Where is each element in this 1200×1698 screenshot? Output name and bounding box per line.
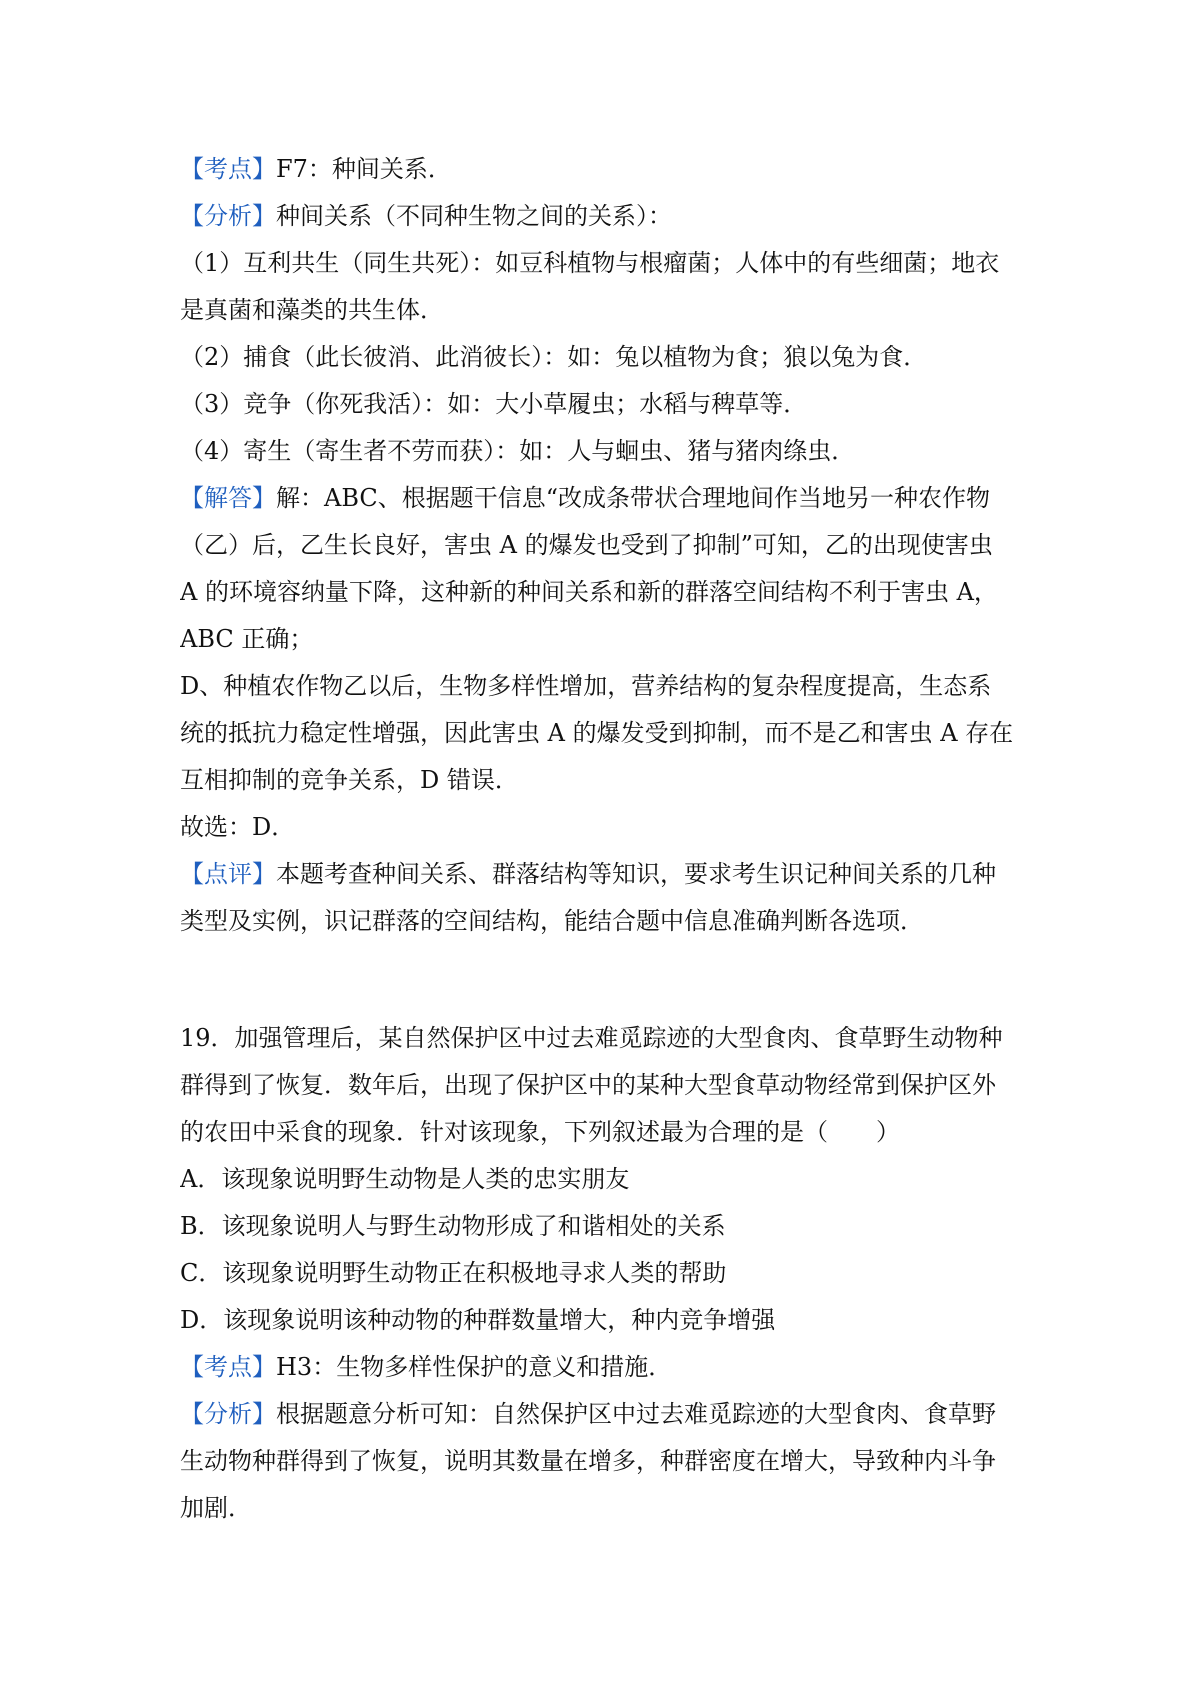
option-d: D．该现象说明该种动物的种群数量增大，种内竞争增强 bbox=[180, 1306, 776, 1334]
option-a: A．该现象说明野生动物是人类的忠实朋友 bbox=[180, 1165, 630, 1193]
question-line: 的农田中采食的现象．针对该现象，下列叙述最为合理的是（ ） bbox=[180, 1118, 900, 1146]
kaodian-text: F7：种间关系． bbox=[276, 155, 452, 183]
analysis-line: 生动物种群得到了恢复，说明其数量在增多，种群密度在增大，导致种内斗争 bbox=[180, 1447, 996, 1475]
fenxi-text: 种间关系（不同种生物之间的关系）： bbox=[276, 202, 672, 230]
kaodian-tag: 【考点】 bbox=[180, 155, 276, 183]
section-gap bbox=[180, 945, 1020, 1015]
document-page bbox=[180, 146, 1020, 1532]
dianping-text: 本题考查种间关系、群落结构等知识，要求考生识记种间关系的几种 bbox=[276, 860, 996, 888]
answer-line: ABC 正确； bbox=[180, 625, 314, 653]
option-b: B．该现象说明人与野生动物形成了和谐相处的关系 bbox=[180, 1212, 726, 1240]
jieda-text: 解：ABC、根据题干信息“改成条带状合理地间作当地另一种农作物 bbox=[276, 484, 991, 512]
analysis-line: 加剧． bbox=[180, 1494, 252, 1522]
fenxi-text: 根据题意分析可知：自然保护区中过去难觅踪迹的大型食肉、食草野 bbox=[276, 1400, 996, 1428]
answer-line: 统的抵抗力稳定性增强，因此害虫 A 的爆发受到抑制，而不是乙和害虫 A 存在 bbox=[180, 719, 1014, 747]
question-line: 群得到了恢复．数年后，出现了保护区中的某种大型食草动物经常到保护区外 bbox=[180, 1071, 996, 1099]
jieda-line bbox=[180, 475, 1020, 522]
fenxi-tag: 【分析】 bbox=[180, 1400, 276, 1428]
analysis-item: （1）互利共生（同生共死）：如豆科植物与根瘤菌；人体中的有些细菌；地衣 bbox=[180, 249, 1000, 277]
analysis-item: （2）捕食（此长彼消、此消彼长）：如：兔以植物为食；狼以兔为食． bbox=[180, 343, 928, 371]
answer-line: D、种植农作物乙以后，生物多样性增加，营养结构的复杂程度提高，生态系 bbox=[180, 672, 992, 700]
kaodian-line bbox=[180, 146, 1020, 193]
question-line: 19．加强管理后，某自然保护区中过去难觅踪迹的大型食肉、食草野生动物种 bbox=[180, 1024, 1003, 1052]
answer-line: A 的环境容纳量下降，这种新的种间关系和新的群落空间结构不利于害虫 A， bbox=[180, 578, 998, 606]
answer-choice: 故选：D． bbox=[180, 813, 296, 841]
fenxi-tag: 【分析】 bbox=[180, 202, 276, 230]
dianping-line bbox=[180, 851, 1020, 898]
fenxi-line-2 bbox=[180, 1391, 1020, 1438]
analysis-item: 是真菌和藻类的共生体． bbox=[180, 296, 444, 324]
analysis-item: （4）寄生（寄生者不劳而获）：如：人与蛔虫、猪与猪肉绦虫． bbox=[180, 437, 856, 465]
dianping-line-2: 类型及实例，识记群落的空间结构，能结合题中信息准确判断各选项． bbox=[180, 907, 924, 935]
answer-line: （乙）后，乙生长良好，害虫 A 的爆发也受到了抑制”可知，乙的出现使害虫 bbox=[180, 531, 993, 559]
kaodian-tag: 【考点】 bbox=[180, 1353, 276, 1381]
kaodian-text: H3：生物多样性保护的意义和措施． bbox=[276, 1353, 673, 1381]
jieda-tag: 【解答】 bbox=[180, 484, 276, 512]
option-c: C．该现象说明野生动物正在积极地寻求人类的帮助 bbox=[180, 1259, 727, 1287]
analysis-item: （3）竞争（你死我活）：如：大小草履虫；水稻与稗草等． bbox=[180, 390, 808, 418]
answer-line: 互相抑制的竞争关系，D 错误． bbox=[180, 766, 519, 794]
dianping-tag: 【点评】 bbox=[180, 860, 276, 888]
fenxi-line bbox=[180, 193, 1020, 240]
kaodian-line-2 bbox=[180, 1344, 1020, 1391]
